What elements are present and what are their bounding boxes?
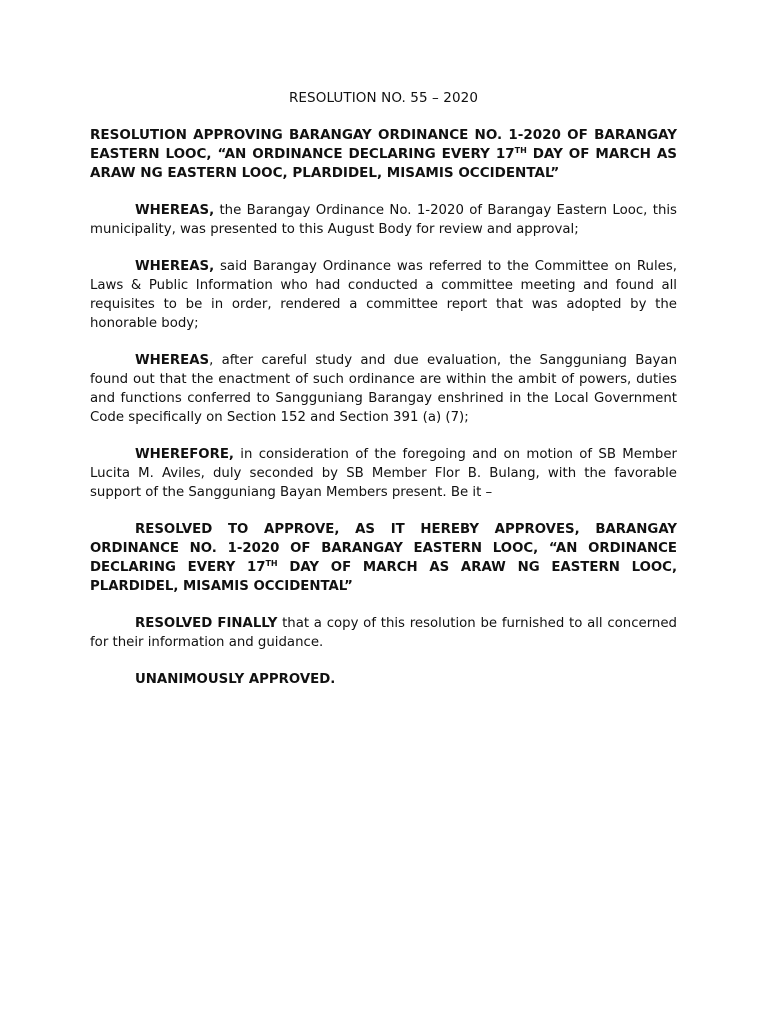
resolved-finally-lead: RESOLVED FINALLY [135,616,278,631]
whereas-text-2: said Barangay Ordinance was referred to the Committee on Rules, Laws & Public Information who had conducted a committee meeting and found all requisites to be in order, rendered a committee report that was adopted by the honorable body; [90,259,677,331]
whereas-text-1: the Barangay Ordinance No. 1-2020 of Barangay Eastern Looc, this municipality, was presented to this August Body for review and approval; [90,203,677,237]
document-page [90,88,677,689]
whereas-lead-2: WHEREAS, [135,259,215,274]
resolved-finally-paragraph [90,614,677,652]
whereas-paragraph-2 [90,257,677,333]
resolved-superscript: TH [265,559,278,568]
resolution-title: RESOLUTION NO. 55 – 2020 [288,90,479,106]
resolved-text-start: RESOLVED TO APPROVE, AS IT HEREBY APPROVES, BARANGAY ORDINANCE NO. 1-2020 OF BARANGAY EASTERN LOOC, “AN ORDINANCE DECLARING EVERY 17 [90,522,677,575]
wherefore-text: in consideration of the foregoing and on motion of SB Member Lucita M. Aviles, duly seconded by SB Member Flor B. Bulang, with the favorable support of the Sangguniang Bayan Members present. Be it – [90,447,677,500]
unanimously-approved: UNANIMOUSLY APPROVED. [135,672,336,687]
wherefore-lead: WHEREFORE, [135,447,234,462]
heading-text-start: RESOLUTION APPROVING BARANGAY ORDINANCE NO. 1-2020 OF BARANGAY EASTERN LOOC, “AN ORDINANCE DECLARING EVERY 17 [90,127,677,162]
whereas-paragraph-3 [90,351,677,427]
resolved-paragraph [90,520,677,596]
whereas-paragraph-1 [90,201,677,239]
heading-superscript: TH [514,146,527,155]
whereas-text-3: , after careful study and due evaluation, the Sangguniang Bayan found out that the enactment of such ordinance are within the ambit of powers, duties and functions conferred to Sangguniang Barangay enshrined in the Local Government Code specifically on Section 152 and Section 391 (a) (7); [90,353,677,425]
whereas-lead-3: WHEREAS [135,353,210,368]
resolved-finally-text: that a copy of this resolution be furnished to all concerned for their information and guidance. [90,616,677,650]
heading-text-end: DAY OF MARCH AS ARAW NG EASTERN LOOC, PLARDIDEL, MISAMIS OCCIDENTAL” [90,146,677,181]
wherefore-paragraph [90,445,677,502]
resolved-text-end: DAY OF MARCH AS ARAW NG EASTERN LOOC, PLARDIDEL, MISAMIS OCCIDENTAL” [90,560,677,594]
whereas-lead-1: WHEREAS, [135,203,215,218]
resolution-heading [90,126,677,183]
